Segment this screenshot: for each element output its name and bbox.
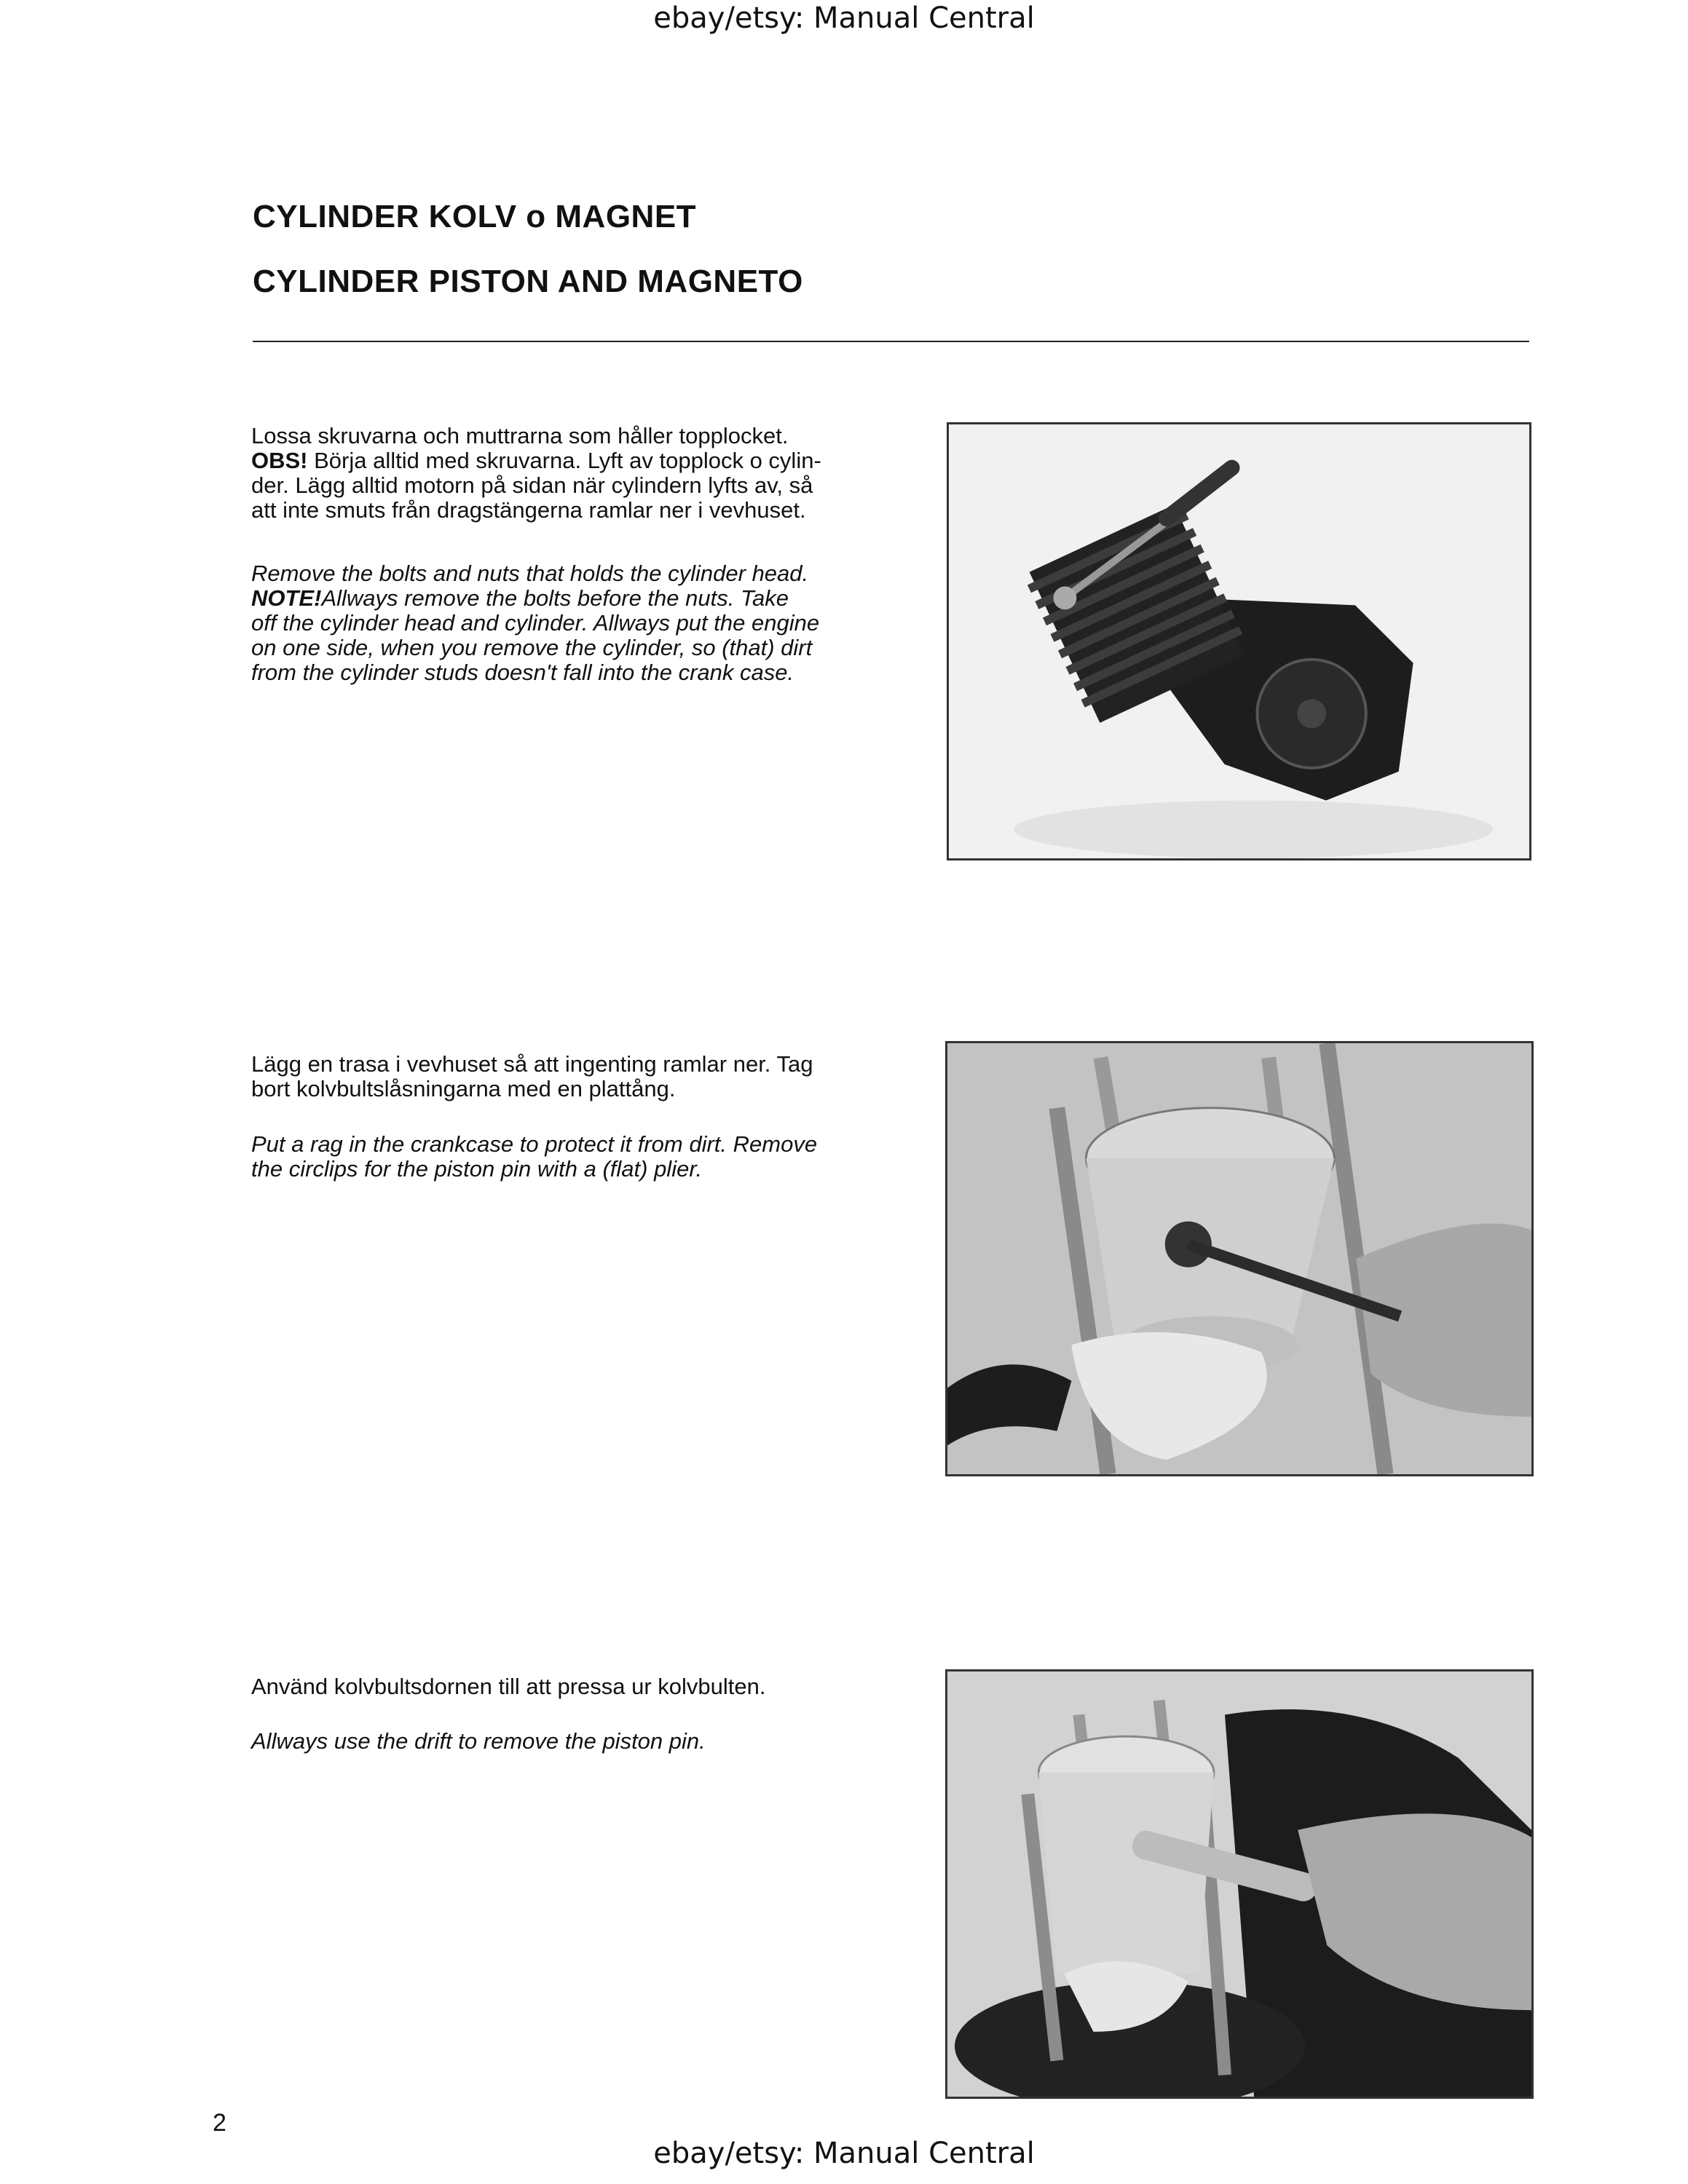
step-3-swedish-text (251, 1674, 881, 1699)
note-label: OBS! (251, 448, 308, 473)
step-3-english-text (251, 1729, 881, 1754)
piston-pin-drift-photo (945, 1669, 1534, 2099)
step-1-swedish-text (251, 424, 881, 523)
step-1-english-text (251, 561, 881, 685)
text-line: Börja alltid med skruvarna. Lyft av topplock o cylin- (307, 448, 821, 473)
page-title-english: CYLINDER PISTON AND MAGNETO (253, 264, 803, 299)
page-title-swedish: CYLINDER KOLV o MAGNET (253, 199, 697, 234)
watermark-bottom: ebay/etsy: Manual Central (653, 2137, 1035, 2170)
text-line: Använd kolvbultsdornen till att pressa ur kolvbulten. (251, 1674, 766, 1699)
text-line: att inte smuts från dragstängerna ramlar ner i vevhuset. (251, 497, 806, 523)
text-line: from the cylinder studs doesn't fall into the crank case. (251, 660, 794, 685)
text-line: the circlips for the piston pin with a (flat) plier. (251, 1156, 703, 1182)
text-line: Allways remove the bolts before the nuts. Take (321, 585, 789, 611)
page-number: 2 (213, 2109, 226, 2137)
text-line: der. Lägg alltid motorn på sidan när cylindern lyfts av, så (251, 472, 813, 498)
watermark-top: ebay/etsy: Manual Central (653, 1, 1035, 35)
text-line: Lägg en trasa i vevhuset så att ingenting ramlar ner. Tag (251, 1051, 813, 1077)
text-line: Allways use the drift to remove the piston pin. (251, 1728, 706, 1754)
step-2-swedish-text (251, 1052, 881, 1101)
text-line: Lossa skruvarna och muttrarna som håller topplocket. (251, 423, 789, 448)
text-line: Remove the bolts and nuts that holds the cylinder head. (251, 561, 809, 586)
title-divider (253, 341, 1529, 342)
note-label: NOTE! (251, 585, 322, 611)
step-2-english-text (251, 1132, 881, 1182)
text-line: on one side, when you remove the cylinder, so (that) dirt (251, 635, 813, 660)
piston-circlip-photo (945, 1041, 1534, 1476)
engine-photo (947, 422, 1531, 860)
text-line: off the cylinder head and cylinder. Allways put the engine (251, 610, 820, 636)
text-line: bort kolvbultslåsningarna med en plattång. (251, 1076, 676, 1101)
text-line: Put a rag in the crankcase to protect it from dirt. Remove (251, 1131, 818, 1157)
